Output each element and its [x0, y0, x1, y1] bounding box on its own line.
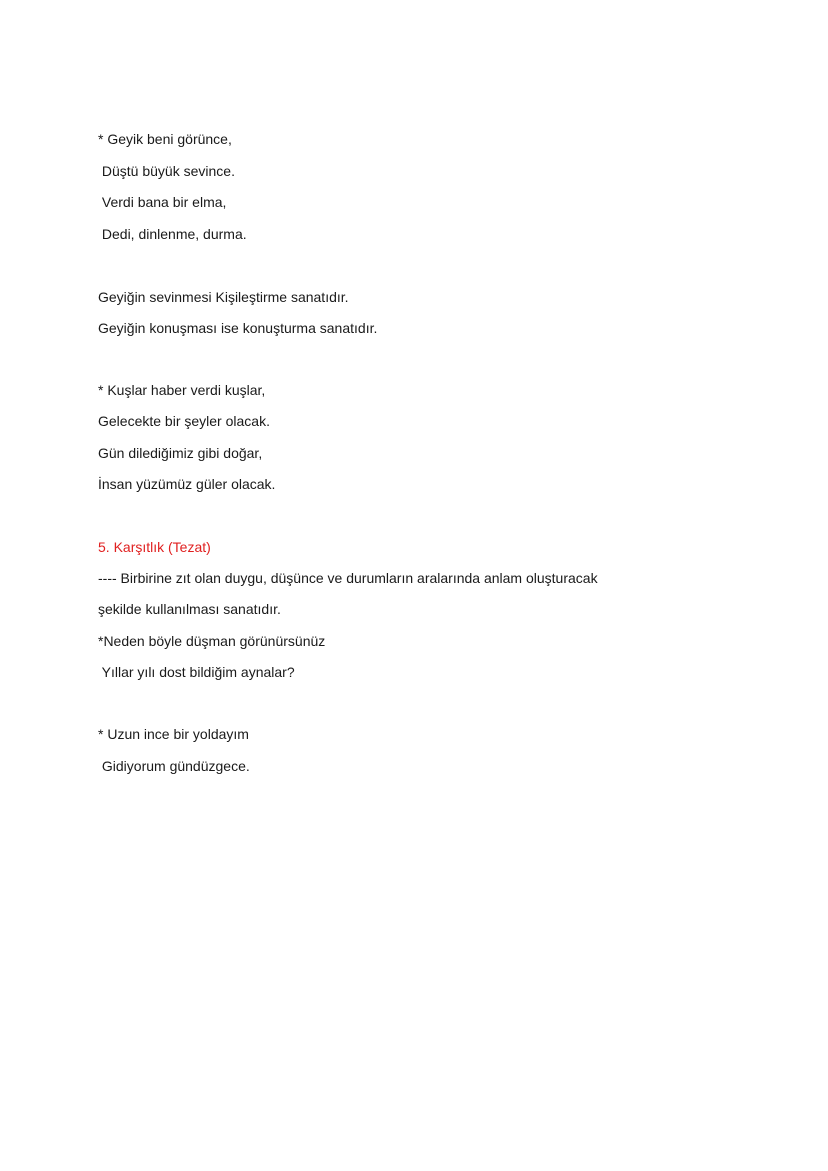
example1-line-3: Verdi bana bir elma, [98, 194, 227, 210]
section5-example1-line-1: *Neden böyle düşman görünürsünüz [98, 633, 326, 649]
section5-example2-line-1: * Uzun ince bir yoldayım [98, 726, 249, 742]
section5-title: 5. Karşıtlık (Tezat) [98, 539, 211, 555]
section5-definition-line-2: şekilde kullanılması sanatıdır. [98, 601, 281, 617]
section5-example1-line-2: Yıllar yılı dost bildiğim aynalar? [98, 664, 295, 680]
example1-line-4: Dedi, dinlenme, durma. [98, 226, 247, 242]
example2-line-1: * Kuşlar haber verdi kuşlar, [98, 382, 266, 398]
example1-line-2: Düştü büyük sevince. [98, 163, 235, 179]
section5-definition-line-1: ---- Birbirine zıt olan duygu, düşünce ve durumların aralarında anlam oluşturacak [98, 570, 598, 586]
example1-line-1: * Geyik beni görünce, [98, 131, 232, 147]
example2-line-4: İnsan yüzümüz güler olacak. [98, 476, 276, 492]
section5-example2-line-2: Gidiyorum gündüzgece. [98, 758, 250, 774]
example2-line-3: Gün dilediğimiz gibi doğar, [98, 445, 263, 461]
explanation-line-1: Geyiğin sevinmesi Kişileştirme sanatıdır. [98, 289, 349, 305]
explanation-line-2: Geyiğin konuşması ise konuşturma sanatıdır. [98, 320, 378, 336]
example2-line-2: Gelecekte bir şeyler olacak. [98, 413, 270, 429]
